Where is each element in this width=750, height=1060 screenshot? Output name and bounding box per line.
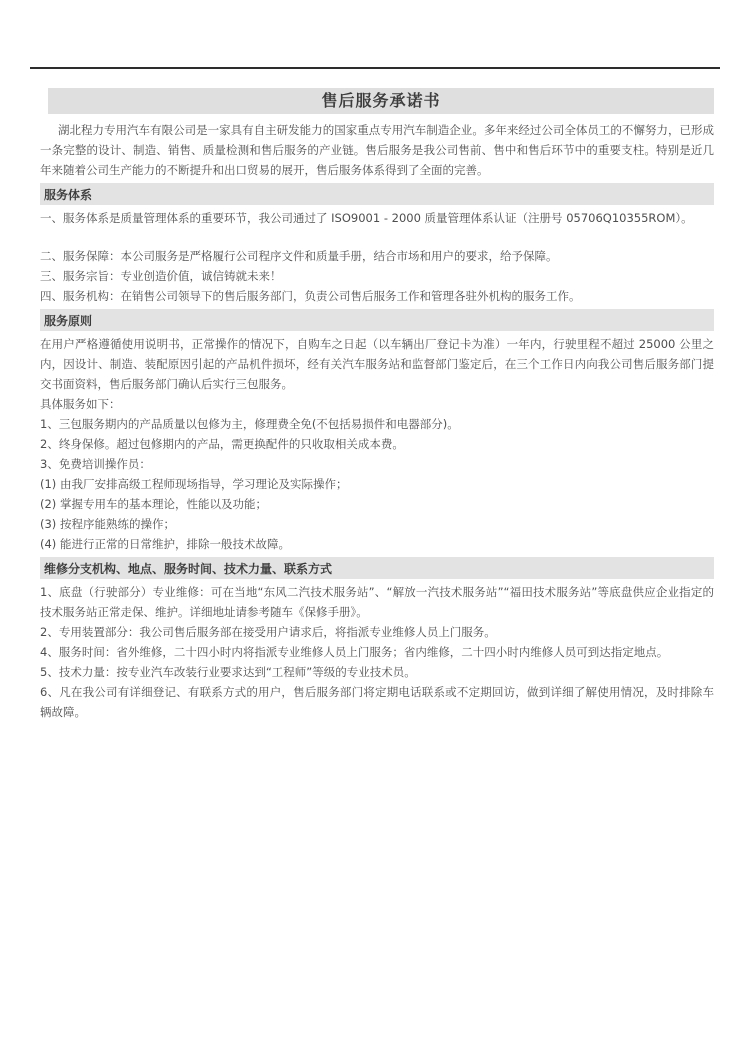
sub-list-item: (1) 由我厂安排高级工程师现场指导，学习理论及实际操作； [40,477,348,491]
list-item: 1、三包服务期内的产品质量以包修为主，修理费全免(不包括易损件和电器部分)。 [40,417,459,431]
list-item: 5、技术力量：按专业汽车改装行业要求达到“工程师”等级的专业技术员。 [40,665,416,679]
document-title: 售后服务承诺书 [321,91,441,110]
service-commitment-document [40,88,714,722]
list-item: 三、服务宗旨：专业创造价值，诚信铸就未来！ [40,269,282,283]
section-heading: 服务原则 [40,309,714,331]
section-heading: 服务体系 [40,183,714,205]
list-item: 2、专用装置部分：我公司售后服务部在接受用户请求后，将指派专业维修人员上门服务。 [40,625,496,639]
sub-list-item: (3) 按程序能熟练的操作； [40,517,175,531]
list-item: 二、服务保障：本公司服务是严格履行公司程序文件和质量手册，结合市场和用户的要求，给予保障。 [40,249,558,263]
list-item: 4、服务时间：省外维修，二十四小时内将指派专业维修人员上门服务；省内维修，二十四小时内维修人员可到达指定地点。 [40,645,669,659]
list-item: 一、服务体系是质量管理体系的重要环节，我公司通过了 ISO9001 - 2000 质量管理体系认证（注册号 05706Q10355ROM）。 [40,211,693,225]
section-repair-branches [40,557,714,722]
list-item: 四、服务机构：在销售公司领导下的售后服务部门，负责公司售后服务工作和管理各驻外机构的服务工作。 [40,289,581,303]
blank-line [40,228,714,246]
list-item: 2、终身保修。超过包修期内的产品，需更换配件的只收取相关成本费。 [40,437,404,451]
sub-list-item: (2) 掌握专用车的基本理论，性能以及功能； [40,497,267,511]
sub-list-item: (4) 能进行正常的日常维护，排除一般技术故障。 [40,537,290,551]
list-intro: 具体服务如下： [40,397,121,411]
list-item: 1、底盘（行驶部分）专业维修：可在当地“东风二汽技术服务站”、“解放一汽技术服务站”“福田技术服务站”等底盘供应企业指定的技术服务站正常走保、维护。详细地址请参考随车《保修手册》。 [40,585,714,619]
section-heading: 维修分支机构、地点、服务时间、技术力量、联系方式 [40,557,714,579]
section-service-principles [40,309,714,554]
top-divider [30,67,720,69]
document-title-bar [48,88,714,114]
section-service-system [40,183,714,306]
intro-paragraph: 湖北程力专用汽车有限公司是一家具有自主研发能力的国家重点专用汽车制造企业。多年来经过公司全体员工的不懈努力，已形成一条完整的设计、制造、销售、质量检测和售后服务的产业链。售后服务是我公司售前、售中和售后环节中的重要支柱。特别是近几年来随着公司生产能力的不断提升和出口贸易的展开，售后服务体系得到了全面的完善。 [40,123,714,177]
list-item: 3、免费培训操作员： [40,457,151,471]
list-item: 6、凡在我公司有详细登记、有联系方式的用户，售后服务部门将定期电话联系或不定期回访，做到详细了解使用情况，及时排除车辆故障。 [40,685,714,719]
paragraph: 在用户严格遵循使用说明书，正常操作的情况下，自购车之日起（以车辆出厂登记卡为准）一年内，行驶里程不超过 25000 公里之内，因设计、制造、装配原因引起的产品机件损坏，经有关汽车服务站和监督部门鉴定后，在三个工作日内向我公司售后服务部门提交书面资料，售后服务部门确认后实行三包服务。 [40,337,714,391]
